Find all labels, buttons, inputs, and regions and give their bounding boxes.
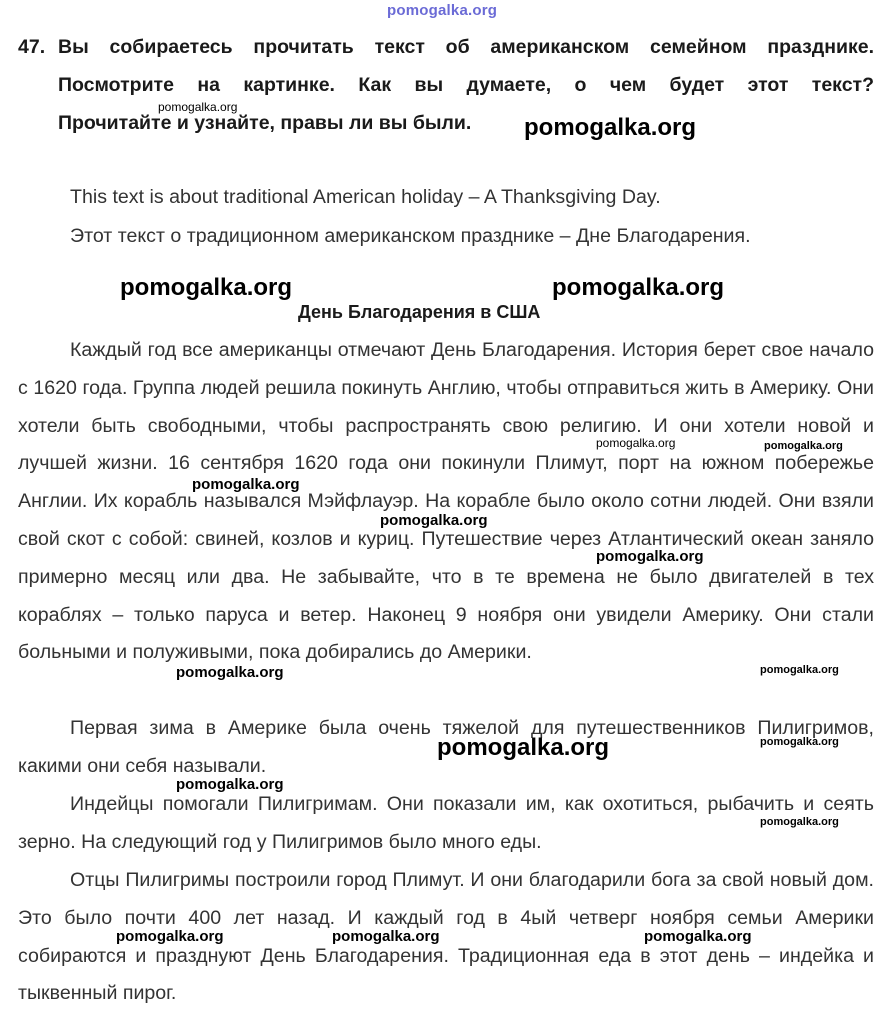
watermark: pomogalka.org: [176, 776, 284, 793]
header-watermark: pomogalka.org: [387, 2, 498, 19]
task-line-3: Прочитайте и узнайте, правы ли вы были.: [58, 112, 472, 134]
watermark: pomogalka.org: [192, 476, 300, 493]
watermark: pomogalka.org: [760, 736, 839, 748]
watermark: pomogalka.org: [176, 664, 284, 681]
watermark: pomogalka.org: [158, 100, 238, 114]
watermark: pomogalka.org: [524, 114, 697, 141]
article-title: День Благодарения в США: [298, 302, 541, 322]
watermark: pomogalka.org: [760, 664, 839, 676]
watermark: pomogalka.org: [552, 274, 725, 301]
watermark: pomogalka.org: [380, 512, 488, 529]
task-line-2: Посмотрите на картинке. Как вы думаете, о чем будет этот текст?: [58, 74, 874, 96]
watermark: pomogalka.org: [760, 816, 839, 828]
watermark: pomogalka.org: [437, 734, 610, 761]
paragraph-3: Индейцы помогали Пилигримам. Они показали им, как охотиться, рыбачить и сеять зерно. На следующий год у Пилигримов было много еды.: [18, 793, 874, 853]
watermark: pomogalka.org: [764, 440, 843, 452]
watermark: pomogalka.org: [596, 436, 676, 450]
watermark: pomogalka.org: [120, 274, 293, 301]
answer-english: This text is about traditional American holiday – A Thanksgiving Day.: [70, 186, 661, 208]
watermark: pomogalka.org: [332, 928, 440, 945]
answer-russian: Этот текст о традиционном американском празднике – Дне Благодарения.: [70, 225, 751, 247]
paragraph-2: Первая зима в Америке была очень тяжелой для путешественников Пилигримов, какими они себя называли.: [18, 717, 874, 777]
watermark: pomogalka.org: [116, 928, 224, 945]
task-number: 47.: [18, 36, 46, 58]
watermark: pomogalka.org: [596, 548, 704, 565]
task-line-1: Вы собираетесь прочитать текст об американском семейном празднике.: [58, 36, 874, 58]
paragraph-4: Отцы Пилигримы построили город Плимут. И они благодарили бога за свой новый дом. Это было почти 400 лет назад. И каждый год в 4ый четверг ноября семьи Америки собираются и празднуют День Благодарения. Традиционная еда в этот день – индейка и тыквенный пирог.: [18, 869, 874, 1005]
paragraph-1: Каждый год все американцы отмечают День Благодарения. История берет свое начало с 1620 года. Группа людей решила покинуть Англию, чтобы отправиться жить в Америку. Они хотели быть свободными, чтобы распространять свою религию. И они хотели новой и лучшей жизни. 16 сентября 1620 года они покинули Плимут, порт на южном побережье Англии. Их корабль назывался Мэйфлауэр. На корабле было около сотни людей. Они взяли свой скот с собой: свиней, козлов и куриц. Путешествие через Атлантический океан заняло примерно месяц или два. Не забывайте, что в те времена не было двигателей в тех кораблях – только паруса и ветер. Наконец 9 ноября они увидели Америку. Они стали больными и полуживыми, пока добирались до Америки.: [18, 339, 874, 664]
watermark: pomogalka.org: [644, 928, 752, 945]
